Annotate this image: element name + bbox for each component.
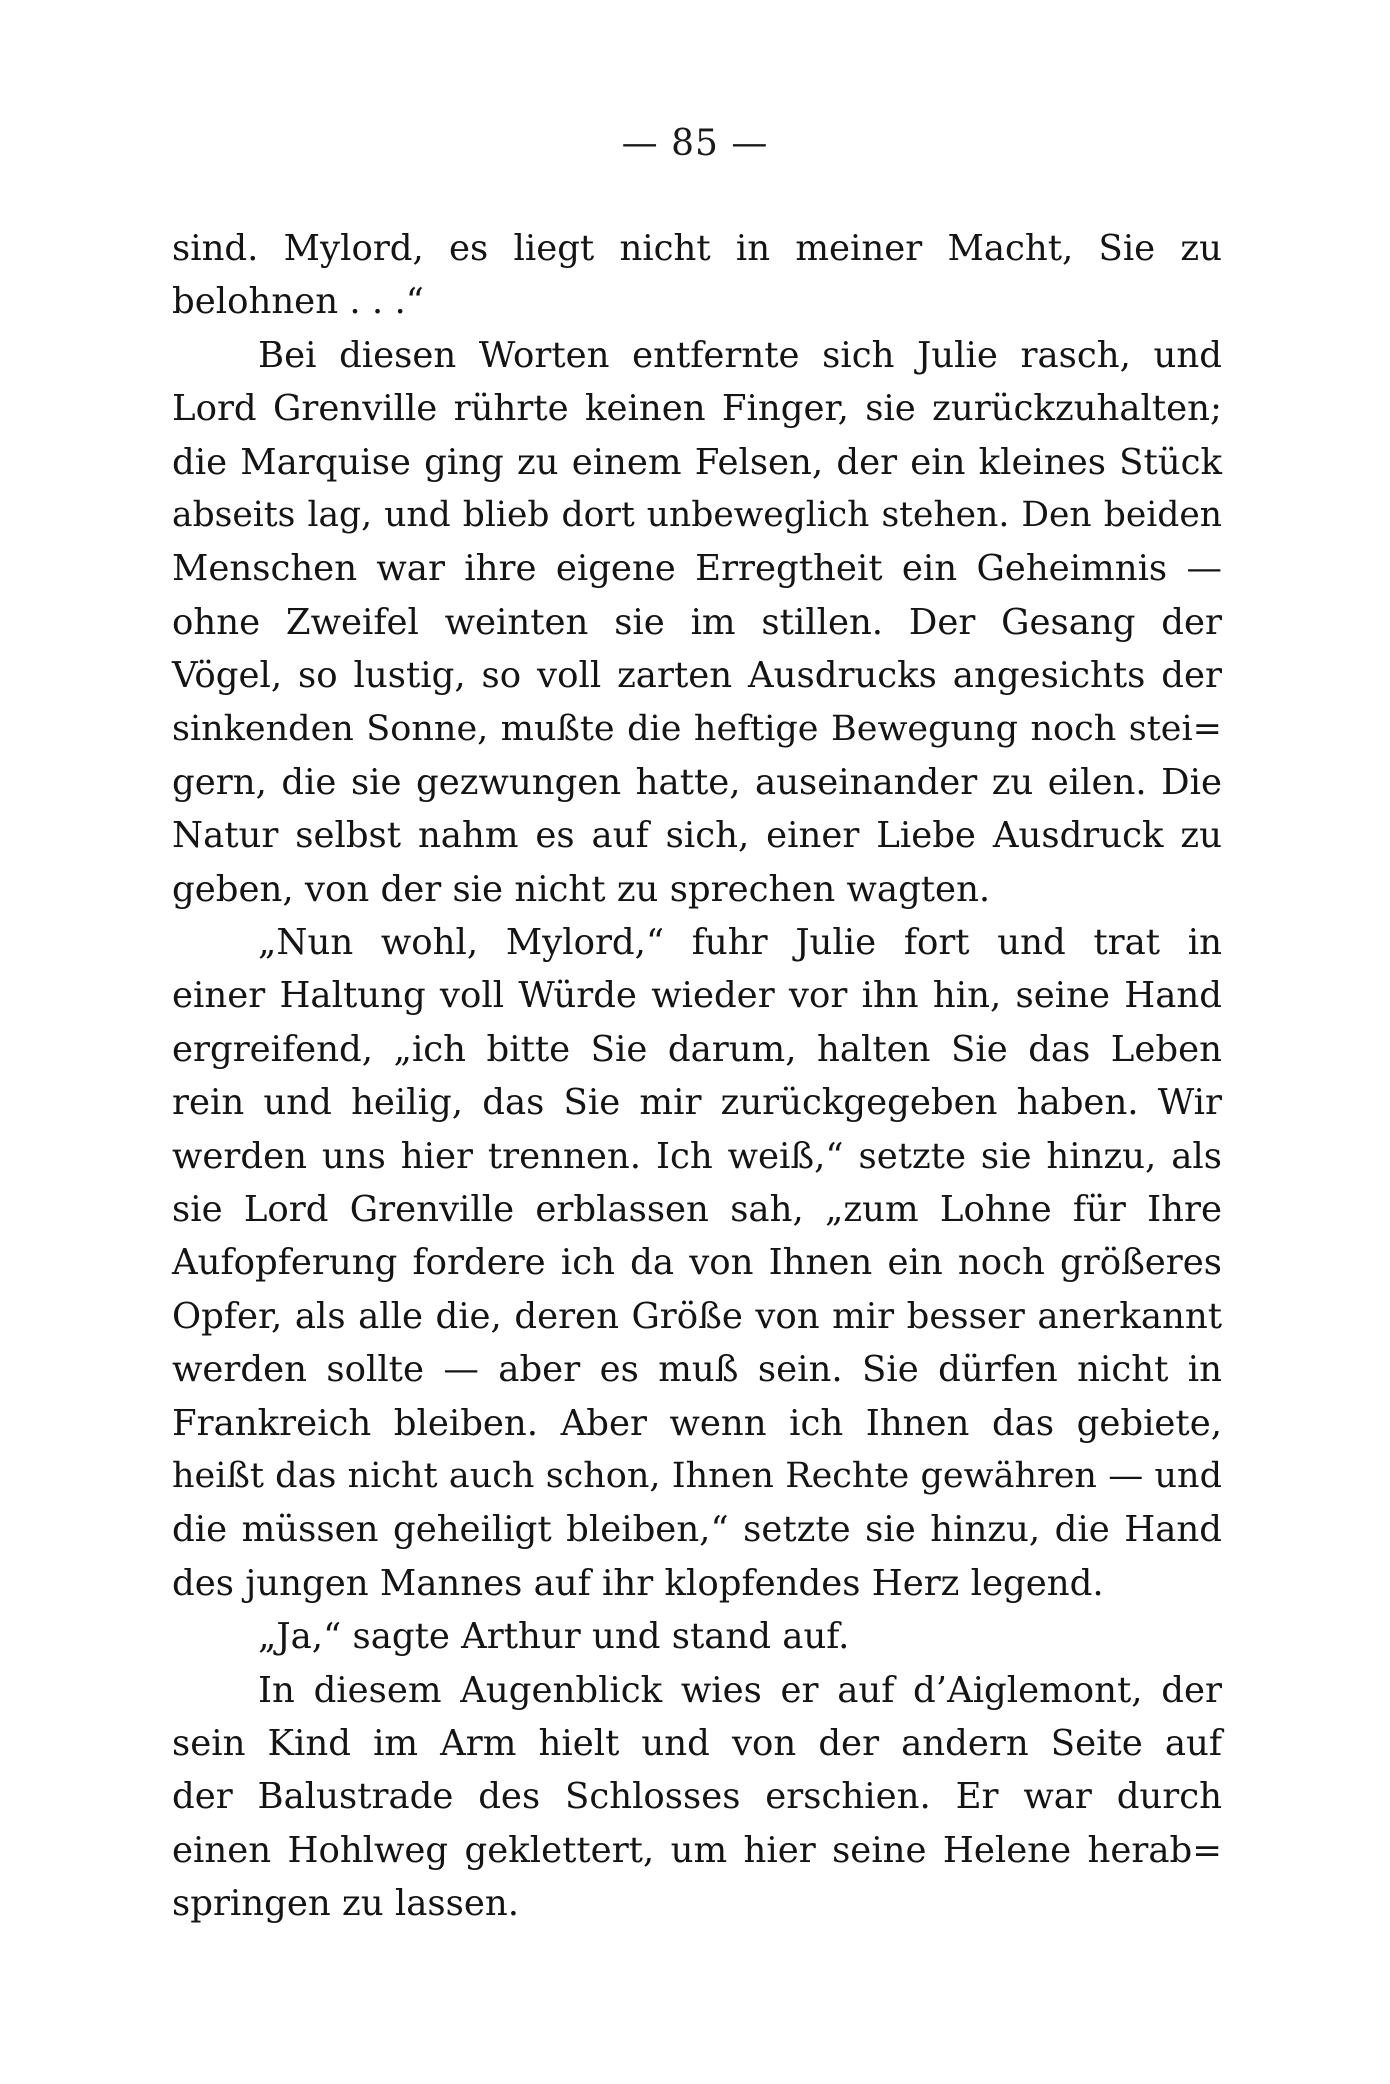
text-line: Natur selbst nahm es auf sich, einer Liebe Ausdruck zu bbox=[172, 815, 1222, 857]
text-line: Aufopferung fordere ich da von Ihnen ein noch größeres bbox=[172, 1242, 1222, 1284]
text-line: springen zu lassen. bbox=[172, 1883, 519, 1925]
text-line: ergreifend, „ich bitte Sie darum, halten Sie das Leben bbox=[172, 1028, 1222, 1070]
text-line: geben, von der sie nicht zu sprechen wagten. bbox=[172, 868, 991, 910]
text-line: werden uns hier trennen. Ich weiß,“ setzte sie hinzu, als bbox=[172, 1135, 1222, 1177]
text-line: gern, die sie gezwungen hatte, auseinander zu eilen. Die bbox=[172, 761, 1222, 803]
text-line: „Ja,“ sagte Arthur und stand auf. bbox=[258, 1616, 850, 1658]
text-line: der Balustrade des Schlosses erschien. Er war durch bbox=[172, 1776, 1222, 1818]
text-line: sie Lord Grenville erblassen sah, „zum Lohne für Ihre bbox=[172, 1189, 1222, 1231]
text-line: des jungen Mannes auf ihr klopfendes Herz legend. bbox=[172, 1562, 1104, 1604]
text-line: Opfer, als alle die, deren Größe von mir besser anerkannt bbox=[172, 1295, 1222, 1337]
text-line: rein und heilig, das Sie mir zurückgegeben haben. Wir bbox=[172, 1082, 1222, 1124]
text-line: Lord Grenville rührte keinen Finger, sie zurückzuhalten; bbox=[172, 388, 1222, 430]
text-line: Vögel, so lustig, so voll zarten Ausdrucks angesichts der bbox=[172, 655, 1222, 697]
body-text bbox=[172, 222, 1222, 1931]
page-number: — 85 — bbox=[621, 123, 769, 164]
text-line: sein Kind im Arm hielt und von der andern Seite auf bbox=[172, 1722, 1222, 1764]
text-line: „Nun wohl, Mylord,“ fuhr Julie fort und trat in bbox=[258, 922, 1222, 964]
text-line: einer Haltung voll Würde wieder vor ihn hin, seine Hand bbox=[172, 975, 1222, 1017]
text-line: einen Hohlweg geklettert, um hier seine Helene herab= bbox=[172, 1829, 1222, 1871]
text-line: werden sollte — aber es muß sein. Sie dürfen nicht in bbox=[172, 1349, 1222, 1391]
text-line: Menschen war ihre eigene Erregtheit ein Geheimnis — bbox=[172, 548, 1222, 590]
text-line: Bei diesen Worten entfernte sich Julie rasch, und bbox=[258, 334, 1222, 376]
text-line: Frankreich bleiben. Aber wenn ich Ihnen das gebiete, bbox=[172, 1402, 1222, 1444]
text-line: In diesem Augenblick wies er auf d’Aiglemont, der bbox=[258, 1669, 1222, 1711]
text-line: ohne Zweifel weinten sie im stillen. Der Gesang der bbox=[172, 601, 1222, 643]
text-line: die müssen geheiligt bleiben,“ setzte sie hinzu, die Hand bbox=[172, 1509, 1222, 1551]
text-line: belohnen . . .“ bbox=[172, 281, 424, 323]
text-line: die Marquise ging zu einem Felsen, der ein kleines Stück bbox=[172, 441, 1222, 483]
text-line: heißt das nicht auch schon, Ihnen Rechte gewähren — und bbox=[172, 1455, 1222, 1496]
text-line: sinkenden Sonne, mußte die heftige Bewegung noch stei= bbox=[172, 708, 1222, 749]
text-line: abseits lag, und blieb dort unbeweglich stehen. Den beiden bbox=[172, 494, 1222, 535]
text-line: sind. Mylord, es liegt nicht in meiner Macht, Sie zu bbox=[172, 228, 1222, 269]
